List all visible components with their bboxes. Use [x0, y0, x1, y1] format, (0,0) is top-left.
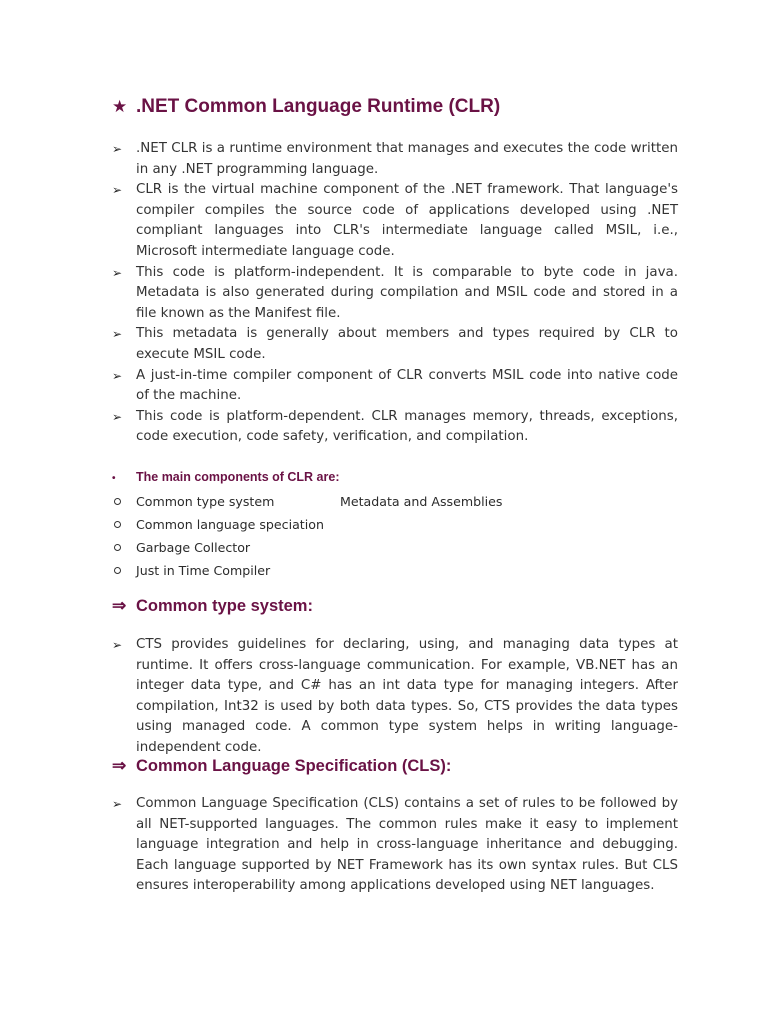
list-item	[112, 513, 324, 536]
cts-heading-text: Common type system:	[136, 597, 313, 615]
arrow-bullet-icon: ➢	[112, 638, 123, 652]
bullet-text: This code is platform-dependent. CLR manages memory, threads, exceptions, code execution, code safety, verification, and compilation.	[136, 408, 678, 445]
list-item	[112, 180, 678, 262]
double-arrow-icon: ⇒	[112, 756, 127, 775]
arrow-bullet-icon: ➢	[112, 265, 123, 280]
cls-heading	[112, 756, 451, 776]
list-item	[112, 366, 678, 407]
list-item	[112, 490, 503, 513]
dot-bullet-icon: •	[112, 473, 116, 484]
list-item	[112, 263, 678, 325]
components-title-text: The main components of CLR are:	[136, 470, 340, 484]
list-item	[112, 559, 324, 582]
bullet-text: This code is platform-independent. It is comparable to byte code in java. Metadata is also generated during compilation and MSIL code and stored in a file known as the Manifest file.	[136, 264, 678, 321]
cts-heading	[112, 596, 313, 616]
component-side-text: Metadata and Assemblies	[340, 494, 503, 509]
star-icon: ★	[112, 97, 128, 116]
clr-heading-text: .NET Common Language Runtime (CLR)	[136, 96, 501, 117]
component-text: Common language speciation	[136, 517, 324, 532]
list-item	[112, 635, 678, 759]
clr-heading	[112, 96, 500, 118]
arrow-bullet-icon: ➢	[112, 142, 123, 156]
bullet-text: A just-in-time compiler component of CLR converts MSIL code into native code of the machine.	[136, 367, 678, 404]
clr-bullet-list	[112, 139, 678, 448]
cts-bullet-list	[112, 635, 678, 759]
component-text: Garbage Collector	[136, 540, 251, 555]
component-text: Common type system	[136, 494, 275, 509]
circle-bullet-icon	[114, 567, 121, 574]
cls-bullet-list	[112, 794, 678, 897]
bullet-text: CLR is the virtual machine component of the .NET framework. That language's compiler compiles the source code of applications developed using .NET compliant languages into CLR's intermediate language called MSIL, i.e., Microsoft intermediate language code.	[136, 182, 678, 259]
list-item	[112, 407, 678, 448]
list-item	[112, 139, 678, 180]
component-text: Just in Time Compiler	[136, 563, 271, 578]
bullet-text: CTS provides guidelines for declaring, using, and managing data types at runtime. It offers cross-language communication. For example, VB.NET has an integer data type, and C# has an int data type for managing integers. After compilation, Int32 is used by both data types. So, CTS provides the data types using managed code. A common type system helps in writing language-independent code.	[136, 637, 678, 755]
circle-bullet-icon	[114, 544, 121, 551]
components-title	[112, 470, 340, 484]
components-list	[112, 490, 503, 582]
list-item	[112, 536, 324, 559]
arrow-bullet-icon: ➢	[112, 327, 123, 342]
list-item	[112, 324, 678, 365]
cls-heading-text: Common Language Specification (CLS):	[136, 757, 452, 775]
circle-bullet-icon	[114, 521, 121, 528]
arrow-bullet-icon: ➢	[112, 368, 123, 383]
arrow-bullet-icon: ➢	[112, 409, 123, 424]
arrow-bullet-icon: ➢	[112, 183, 123, 198]
list-item	[112, 794, 678, 897]
double-arrow-icon: ⇒	[112, 596, 127, 615]
circle-bullet-icon	[114, 498, 121, 505]
arrow-bullet-icon: ➢	[112, 797, 123, 811]
bullet-text: Common Language Specification (CLS) contains a set of rules to be followed by all NET-supported languages. The common rules make it easy to implement language integration and help in cross-language inheritance and debugging. Each language supported by NET Framework has its own syntax rules. But CLS ensures interoperability among applications developed using NET languages.	[136, 796, 678, 894]
bullet-text: .NET CLR is a runtime environment that manages and executes the code written in any .NET programming language.	[136, 141, 678, 177]
bullet-text: This metadata is generally about members and types required by CLR to execute MSIL code.	[136, 326, 678, 362]
